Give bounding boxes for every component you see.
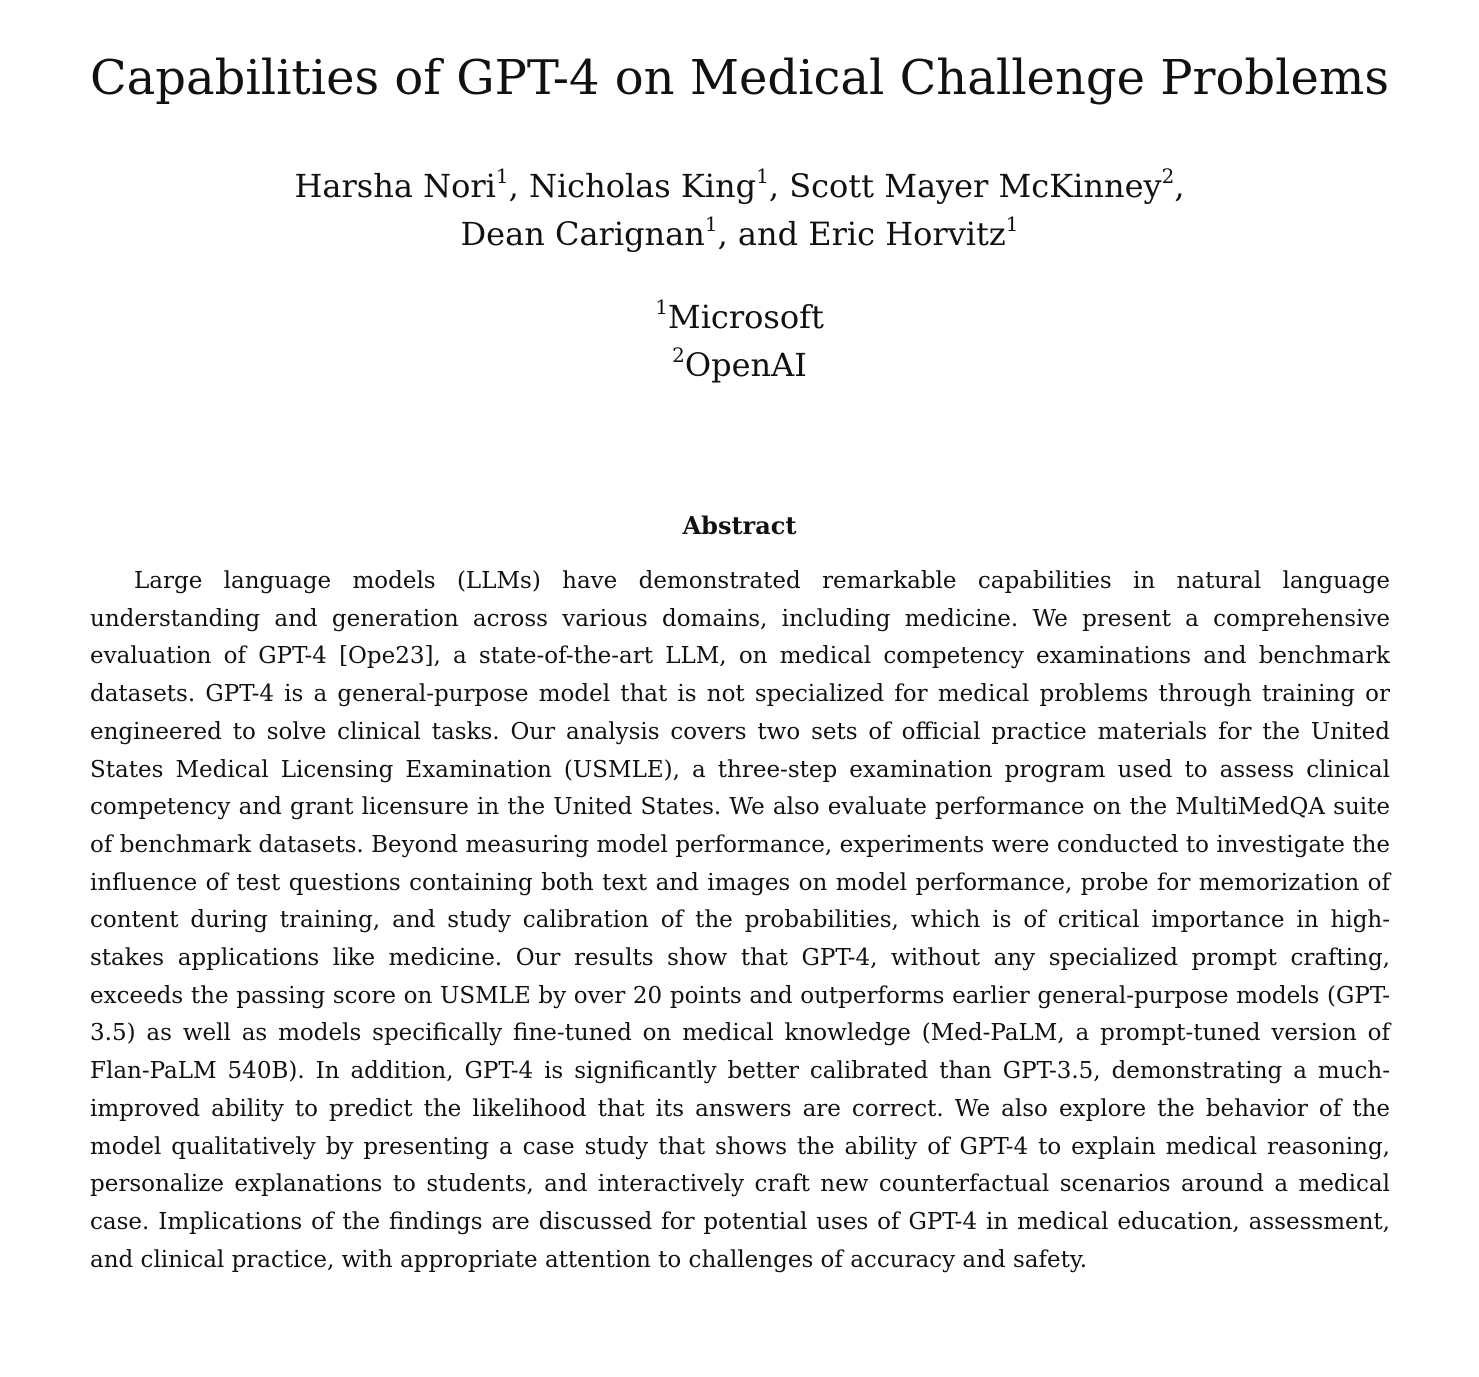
author-affil-mark: 1 — [756, 164, 769, 189]
author-affil-mark: 1 — [495, 164, 509, 189]
author-name: Nicholas King — [528, 167, 757, 205]
author-line-2 — [0, 210, 1479, 258]
affiliation-microsoft — [0, 293, 1479, 341]
author-list — [0, 162, 1479, 258]
author-separator: , — [1174, 167, 1185, 205]
affiliation-name: OpenAI — [684, 346, 807, 384]
author-affil-mark: 1 — [704, 212, 718, 237]
author-harsha-nori — [294, 164, 529, 205]
author-dean-carignan — [460, 212, 738, 253]
affiliation-name: Microsoft — [667, 298, 824, 336]
affiliation-number: 1 — [655, 295, 668, 320]
author-affil-mark: 2 — [1161, 164, 1175, 189]
author-nicholas-king — [528, 164, 790, 205]
author-scott-mayer-mckinney — [789, 164, 1185, 205]
affiliation-number: 2 — [672, 343, 685, 368]
author-line-1 — [0, 162, 1479, 210]
affiliation-list — [0, 293, 1479, 389]
affiliation-openai — [0, 341, 1479, 389]
author-separator: , — [717, 215, 738, 253]
author-affil-mark: 1 — [1005, 212, 1019, 237]
paper-title: Capabilities of GPT-4 on Medical Challenge Problems — [89, 50, 1390, 106]
author-name: Dean Carignan — [460, 215, 705, 253]
author-name: Scott Mayer McKinney — [789, 167, 1162, 205]
abstract-body: Large language models (LLMs) have demonstrated remarkable capabilities in natural language understanding and generation across various domains, including medicine. We present a comprehensive evaluation of GPT-4 [Ope23], a state-of-the-art LLM, on medical competency examinations and benchmark datasets. GPT-4 is a general-purpose model that is not specialized for medical problems through training or engineered to solve clinical tasks. Our analysis covers two sets of official practice materials for the United States Medical Licensing Examination (USMLE), a three-step examination program used to assess clinical competency and grant licensure in the United States. We also evaluate performance on the MultiMedQA suite of benchmark datasets. Beyond measuring model performance, experiments were conducted to investigate the influence of test questions containing both text and images on model performance, probe for memorization of content during training, and study calibration of the probabilities, which is of critical importance in high-stakes applications like medicine. Our results show that GPT-4, without any specialized prompt crafting, exceeds the passing score on USMLE by over 20 points and outperforms earlier general-purpose models (GPT-3.5) as well as models specifically fine-tuned on medical knowledge (Med-PaLM, a prompt-tuned version of Flan-PaLM 540B). In addition, GPT-4 is significantly better calibrated than GPT-3.5, demonstrating a much-improved ability to predict the likelihood that its answers are correct. We also explore the behavior of the model qualitatively by presenting a case study that shows the ability of GPT-4 to explain medical reasoning, personalize explanations to students, and interactively craft new counterfactual scenarios around a medical case. Implications of the findings are discussed for potential uses of GPT-4 in medical education, assessment, and clinical practice, with appropriate attention to challenges of accuracy and safety. — [90, 568, 1390, 1273]
author-separator: , — [508, 167, 529, 205]
author-name: and Eric Horvitz — [737, 215, 1006, 253]
author-separator: , — [768, 167, 790, 205]
author-name: Harsha Nori — [294, 167, 496, 205]
abstract-heading: Abstract — [682, 511, 797, 540]
author-eric-horvitz — [737, 212, 1019, 253]
